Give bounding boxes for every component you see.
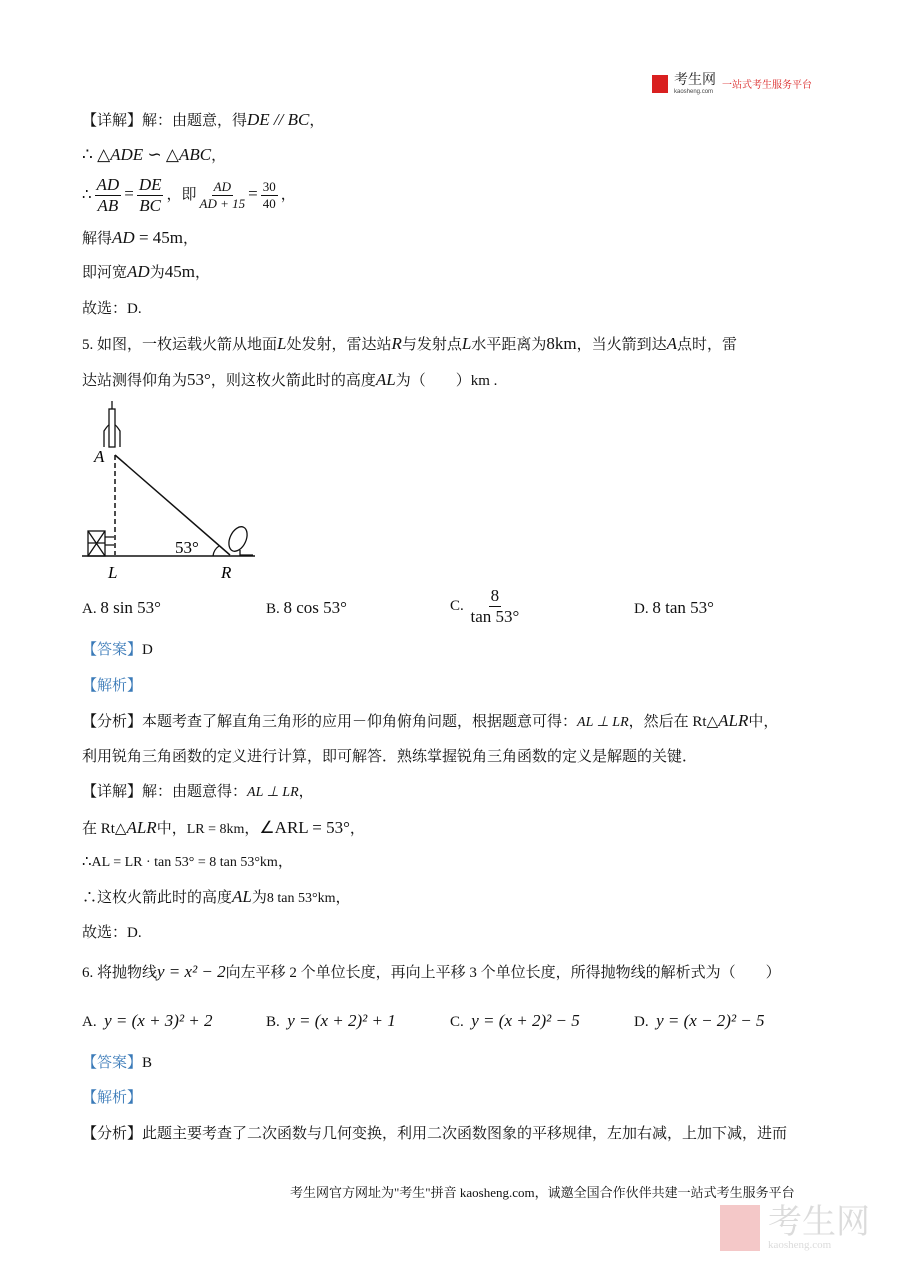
prev-line-3: ∴ $\frac{AD}{AB}$ = $\frac{DE}{BC}$ ，即 $\frac{AD}{AD + 15}$ = $\frac{30}{40}$ ， xyxy=(82,175,296,215)
prev-line-5: 即河宽AD为45m， xyxy=(82,262,210,281)
q5-answer: 【答案】D xyxy=(82,642,153,658)
rocket-radar-diagram xyxy=(80,395,270,590)
launch-tower-icon xyxy=(88,531,114,556)
q5-option-b: B. 8 cos 53° xyxy=(266,598,347,617)
q5-option-d: D. 8 tan 53° xyxy=(634,598,714,617)
header-logo xyxy=(652,72,812,95)
q5-analysis-heading: 【解析】 xyxy=(82,678,143,694)
header-slogan: 一站式考生服务平台 xyxy=(722,80,812,91)
footer-text: 考生网官方网址为"考生"拼音 kaosheng.com，诚邀全国合作伙伴共建一站式考生服务平台 xyxy=(290,1185,795,1200)
watermark xyxy=(720,1205,870,1251)
rocket-icon xyxy=(104,401,120,447)
sight-line xyxy=(115,455,230,555)
q5-detail-line-1: 【详解】解：由题意得：AL ⊥ LR， xyxy=(82,784,314,800)
prev-line-1: 【详解】解：由题意，得DE // BC， xyxy=(82,110,325,129)
angle-arc xyxy=(213,546,219,556)
kaosheng-logo-icon xyxy=(652,75,668,93)
q6-option-b: B. y = (x + 2)² + 1 xyxy=(266,1011,396,1030)
q5-detail-line-5: 故选：D. xyxy=(82,925,142,941)
q6-answer: 【答案】B xyxy=(82,1055,153,1071)
logo-sub: kaosheng.com xyxy=(674,89,714,95)
prev-line-4: 解得AD = 45m， xyxy=(82,228,199,247)
label-L: L xyxy=(108,563,118,582)
q5-detail-line-2: 在 Rt△ALR中，LR = 8km，∠ARL = 53°， xyxy=(82,818,365,837)
q5-analysis-line-2: 利用锐角三角函数的定义进行计算，即可解答．熟练掌握锐角三角函数的定义是解题的关键． xyxy=(82,749,698,765)
watermark-sub: kaosheng.com xyxy=(768,1239,832,1251)
prev-line-6: 故选：D. xyxy=(82,301,142,317)
q5-stem-line-1: 5. 如图，一枚运载火箭从地面L处发射，雷达站R与发射点L水平距离为8km，当火箭到达A点时，雷 xyxy=(82,334,738,353)
label-A: A xyxy=(94,447,105,466)
q5-stem-line-2: 达站测得仰角为53°，则这枚火箭此时的高度AL为（ ）km . xyxy=(82,370,498,389)
q6-option-d: D. y = (x − 2)² − 5 xyxy=(634,1011,765,1030)
q5-option-a: A. 8 sin 53° xyxy=(82,598,161,617)
q6-option-c: C. y = (x + 2)² − 5 xyxy=(450,1011,580,1030)
q6-analysis-heading: 【解析】 xyxy=(82,1090,143,1106)
q6-stem: 6. 将抛物线y = x² − 2向左平移 2 个单位长度，再向上平移 3 个单位长度，所得抛物线的解析式为（ ） xyxy=(82,962,781,981)
radar-dish-icon xyxy=(225,524,253,555)
logo-name: 考生网 xyxy=(674,71,716,87)
q5-detail-line-4: ∴这枚火箭此时的高度AL为8 tan 53°km， xyxy=(82,887,351,906)
q6-analysis-line-1: 【分析】此题主要考查了二次函数与几何变换，利用二次函数图象的平移规律，左加右减，上加下减，进而 xyxy=(82,1126,788,1142)
label-angle: 53° xyxy=(175,538,199,557)
q5-option-c: C. $\frac{8}{\tan 53^\circ}$ xyxy=(450,586,520,626)
q5-detail-line-3: ∴AL = LR · tan 53° = 8 tan 53°km， xyxy=(82,854,293,870)
label-R: R xyxy=(221,563,232,582)
q5-analysis-line-1: 【分析】本题考查了解直角三角形的应用－仰角俯角问题，根据题意可得：AL ⊥ LR，然后在 Rt△ALR中， xyxy=(82,711,779,730)
kaosheng-watermark-icon xyxy=(720,1205,760,1251)
q6-option-a: A. y = (x + 3)² + 2 xyxy=(82,1011,213,1030)
watermark-name: 考生网 xyxy=(768,1203,870,1241)
prev-line-2: ∴ △ADE ∽ △ABC， xyxy=(82,145,227,164)
